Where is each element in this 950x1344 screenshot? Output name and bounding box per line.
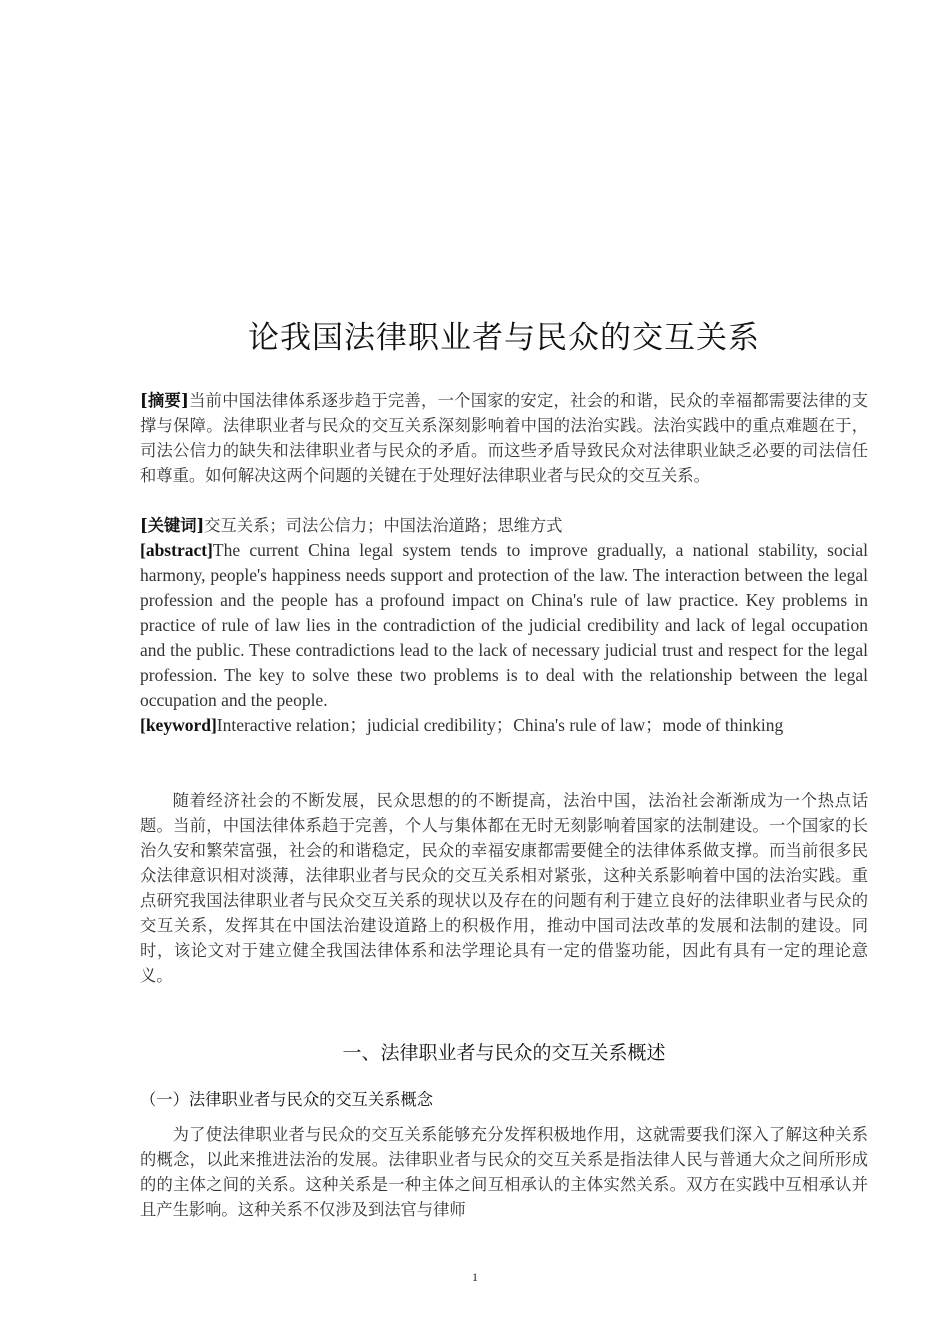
- keywords-en-label: [keyword]: [140, 715, 217, 735]
- page-number: 1: [472, 1270, 478, 1284]
- keywords-cn-label: [关键词]: [140, 516, 205, 535]
- abstract-cn-text: 当前中国法律体系逐步趋于完善，一个国家的安定，社会的和谐，民众的幸福都需要法律的支撑与保障。法律职业者与民众的交互关系深刻影响着中国的法治实践。法治实践中的重点难题在于，司法公信力的缺失和法律职业者与民众的矛盾。而这些矛盾导致民众对法律职业缺乏必要的司法信任和尊重。如何解决这两个问题的关键在于处理好法律职业者与民众的交互关系。: [140, 391, 868, 485]
- abstract-cn: [140, 388, 868, 488]
- keywords-cn: [140, 513, 868, 538]
- subsection-heading: （一）法律职业者与民众的交互关系概念: [140, 1090, 434, 1109]
- body-paragraph: 为了使法律职业者与民众的交互关系能够充分发挥积极地作用，这就需要我们深入了解这种关系的概念，以此来推进法治的发展。法律职业者与民众的交互关系是指法律人民与普通大众之间所形成的的主体之间的关系。这种关系是一种主体之间互相承认的主体实然关系。双方在实践中互相承认并且产生影响。这种关系不仅涉及到法官与律师: [140, 1125, 868, 1219]
- abstract-en: [140, 538, 868, 713]
- section-heading: 一、法律职业者与民众的交互关系概述: [342, 1042, 666, 1064]
- paper-title: 论我国法律职业者与民众的交互关系: [248, 320, 760, 356]
- abstract-en-label: [abstract]: [140, 540, 213, 560]
- intro-paragraph: 随着经济社会的不断发展，民众思想的的不断提高，法治中国，法治社会渐渐成为一个热点话题。当前，中国法律体系趋于完善，个人与集体都在无时无刻影响着国家的法制建设。一个国家的长治久安和繁荣富强，社会的和谐稳定，民众的幸福安康都需要健全的法律体系做支撑。而当前很多民众法律意识相对淡薄，法律职业者与民众的交互关系相对紧张，这种关系影响着中国的法治实践。重点研究我国法律职业者与民众交互关系的现状以及存在的问题有利于建立良好的法律职业者与民众的交互关系，发挥其在中国法治建设道路上的积极作用，推动中国司法改革的发展和法制的建设。同时，该论文对于建立健全我国法律体系和法学理论具有一定的借鉴功能，因此有具有一定的理论意义。: [140, 791, 868, 985]
- keywords-en-text: Interactive relation；judicial credibility；China's rule of law；mode of thinking: [216, 715, 784, 735]
- keywords-cn-text: 交互关系；司法公信力；中国法治道路；思维方式: [204, 516, 563, 535]
- keywords-en: [140, 713, 868, 738]
- abstract-en-text: The current China legal system tends to improve gradually, a national stability, social harmony, people's happiness needs support and protection of the law. The interaction between the legal profession and the people has a profound impact on China's rule of law practice. Key problems in practice of rule of law lies in the contradiction of the judicial credibility and lack of legal occupation and the public. These contradictions lead to the lack of necessary judicial trust and respect for the legal profession. The key to solve these two problems is to deal with the relationship between the legal occupation and the people.: [140, 540, 868, 710]
- abstract-cn-label: [摘要]: [140, 391, 189, 410]
